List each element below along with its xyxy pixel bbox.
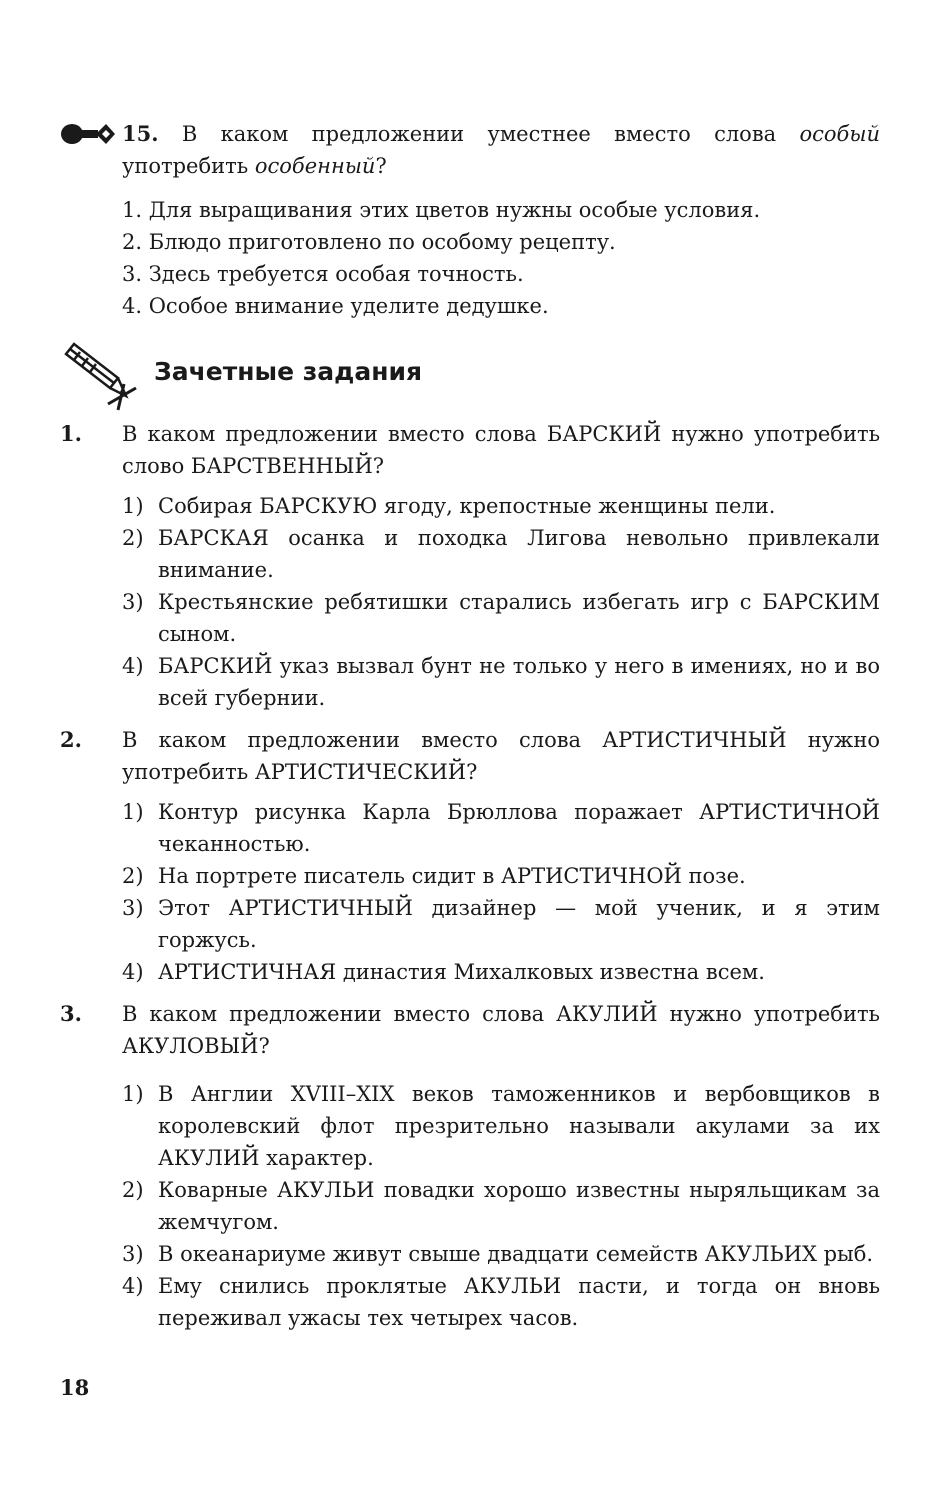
task-number: 2. [60,727,82,752]
option-number: 2) [122,1178,144,1202]
task-options [122,796,880,988]
task-option [122,1238,880,1270]
task-option [122,796,880,860]
option-number: 1) [122,1082,144,1106]
task-15-question-mark: ? [375,154,387,178]
task-number: 1. [60,421,82,446]
task-3 [60,998,880,1334]
option-text: В океанариуме живут свыше двадцати семейств АКУЛЬИХ рыб. [158,1242,874,1266]
option-number: 2) [122,864,144,888]
key-marker-icon [60,122,116,146]
option-text: Собирая БАРСКУЮ ягоду, крепостные женщины пели. [158,494,776,518]
task-question: В каком предложении вместо слова БАРСКИЙ нужно употребить слово БАРСТВЕННЫЙ? [122,422,880,478]
option-number: 1) [122,494,144,518]
task-2 [60,724,880,988]
task-15-option: 1. Для выращивания этих цветов нужны особые условия. [122,198,761,222]
task-option [122,892,880,956]
task-15 [60,118,880,322]
task-option [122,586,880,650]
task-option [122,1270,880,1334]
task-question: В каком предложении вместо слова АКУЛИЙ нужно употребить АКУЛОВЫЙ? [122,1002,880,1058]
task-question: В каком предложении вместо слова АРТИСТИЧНЫЙ нужно употребить АРТИСТИЧЕСКИЙ? [122,728,880,784]
option-number: 4) [122,1274,144,1298]
option-number: 4) [122,654,144,678]
task-15-number: 15. [122,121,159,146]
task-15-option: 3. Здесь требуется особая точность. [122,262,524,286]
task-15-question [122,118,880,182]
task-15-text-1: В каком предложении уместнее вместо слова [181,122,777,146]
option-number: 1) [122,800,144,824]
option-text: Контур рисунка Карла Брюллова поражает АРТИСТИЧНОЙ чеканностью. [158,800,880,856]
option-number: 3) [122,590,144,614]
option-text: В Англии XVIII–XIX веков таможенников и вербовщиков в королевский флот презрительно называли акулами за их АКУЛИЙ характер. [158,1082,880,1170]
task-option [122,650,880,714]
section-header [60,340,880,412]
page-number: 18 [60,1375,90,1400]
option-text: Коварные АКУЛЬИ повадки хорошо известны ныряльщикам за жемчугом. [158,1178,880,1234]
task-option [122,522,880,586]
task-15-option: 2. Блюдо приготовлено по особому рецепту. [122,230,616,254]
option-text: На портрете писатель сидит в АРТИСТИЧНОЙ позе. [158,864,746,888]
option-number: 4) [122,960,144,984]
task-number: 3. [60,1001,82,1026]
task-option [122,1174,880,1238]
task-15-word-1: особый [799,122,880,146]
task-15-word-2: особенный [254,154,376,178]
task-option [122,490,880,522]
option-number: 2) [122,526,144,550]
task-option [122,860,880,892]
option-text: Ему снились проклятые АКУЛЬИ пасти, и тогда он вновь переживал ужасы тех четырех часов. [158,1274,880,1330]
task-options [122,1078,880,1334]
section-title: Зачетные задания [154,357,423,386]
task-15-text-2: употребить [122,154,249,178]
task-15-option: 4. Особое внимание уделите дедушке. [122,294,549,318]
task-options [122,490,880,714]
task-option [122,956,880,988]
option-text: БАРСКИЙ указ вызвал бунт не только у него в имениях, но и во всей губернии. [158,654,880,710]
option-number: 3) [122,896,144,920]
task-option [122,1078,880,1174]
option-text: Этот АРТИСТИЧНЫЙ дизайнер — мой ученик, и я этим горжусь. [158,896,880,952]
option-number: 3) [122,1242,144,1266]
task-1 [60,418,880,714]
pencil-icon [60,340,140,412]
option-text: Крестьянские ребятишки старались избегать игр с БАРСКИМ сыном. [158,590,880,646]
option-text: АРТИСТИЧНАЯ династия Михалковых известна всем. [158,960,765,984]
option-text: БАРСКАЯ осанка и походка Лигова невольно привлекали внимание. [158,526,880,582]
task-15-options [122,194,880,322]
